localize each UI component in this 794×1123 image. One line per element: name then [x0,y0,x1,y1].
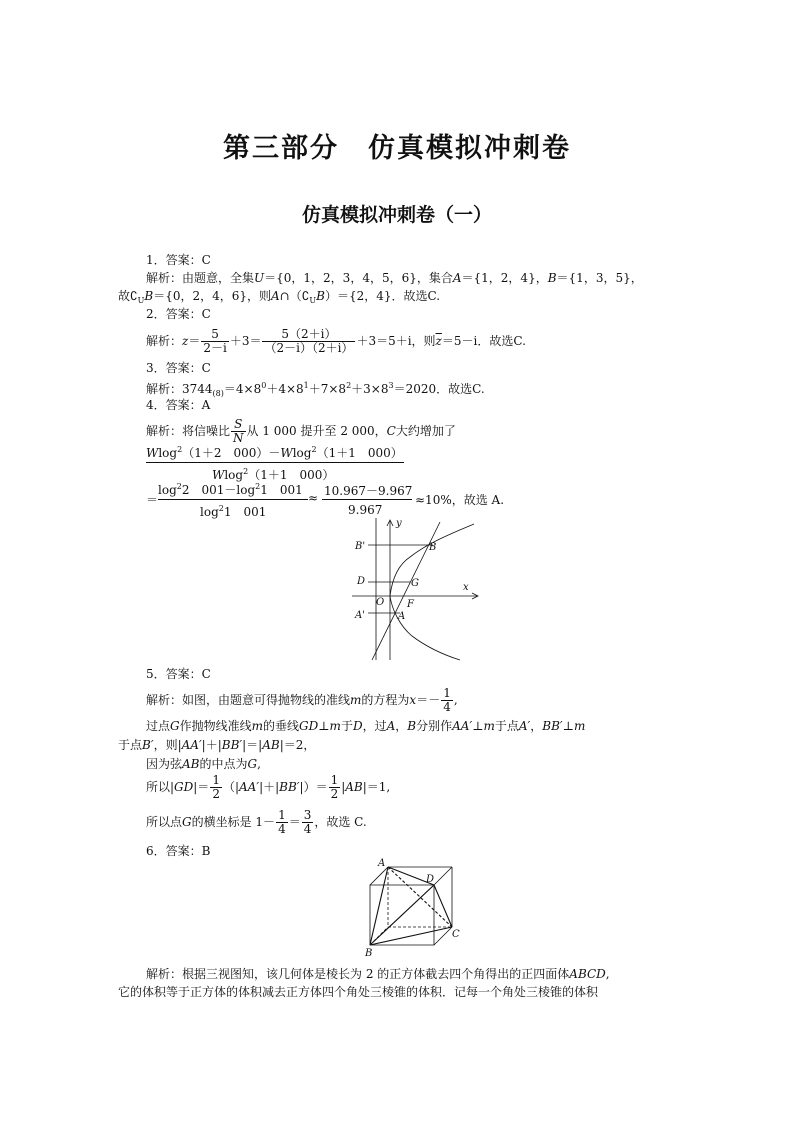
q1-answer: 1．答案：C [146,253,211,267]
parabola-figure [340,510,480,665]
q6-analysis-line1: 解析：根据三视图知，该几何体是棱长为 2 的正方体截去四个角得出的正四面体ABCD, [146,967,610,981]
q5-analysis-line3: 于点B′，则|AA′|＋|BB′|＝|AB|＝2， [118,738,316,752]
q5-analysis-line5: 所以|GD|＝ $\frac{1}{2}$ （|AA′|＋|BB′|）＝ $\frac{1}{2}$ |AB|＝1, [146,773,391,801]
q4-analysis-line1: 解析：将信噪比 $\frac{S}{N}$ 从 1 000 提升至 2 000，C大约增加了 [146,417,456,445]
q3-analysis: 解析：$3744_{(8)}=4\times 8^0+4\times 8^1+7\times 8^2+3\times 8^3=2020$．故选C. [146,381,485,398]
section-subtitle: 仿真模拟冲刺卷（一） [301,204,492,226]
q4-fraction-denominator: Wlog$^2$（1＋1 000） [212,467,335,482]
q4-fraction2-denominator: $\log^21$ 001 [200,504,267,519]
q5-analysis-line1: 解析：如图，由题意可得抛物线的准线m的方程为x＝－ $\frac{1}{4}$ , [146,686,458,714]
q4-answer: 4．答案：A [146,398,211,412]
q4-fraction-bar [146,462,404,463]
cube-tetrahedron-figure [360,855,460,960]
q4-value-numerator: 10.967－9.967 [324,484,413,498]
fig1-label-x: x [463,582,469,593]
q4-value-bar [322,499,412,500]
q4-conclusion: ≈10%，故选 A. [415,493,505,507]
q6-analysis-line2: 它的体积等于正方体的体积减去正方体四个角处三棱锥的体积．记每一个角处三棱锥的体积 [118,985,599,999]
fig1-label-o: O [376,597,385,608]
q3-answer: 3．答案：C [146,361,211,375]
fig1-label-aprime: A' [355,610,365,621]
fig1-label-d: D [357,576,366,587]
q4-fraction2-numerator: $\log^22$ $001-\log^21$ 001 [158,482,303,497]
q4-fraction2-bar [158,499,308,500]
q1-analysis-line1: 解析：由题意，全集U＝{0，1，2，3，4，5，6}，集合A＝{1，2，4}，B＝{1，3，5}， [146,271,643,285]
fig1-label-b: B [429,542,437,553]
fig2-label-a: A [378,858,386,869]
fig1-label-y: y [396,518,402,529]
fig2-label-d: D [426,874,435,885]
fig1-label-f: F [407,599,414,610]
q6-answer: 6．答案：B [146,844,211,858]
q4-eq-sign: ＝ [146,493,159,507]
fig2-label-b: B [365,948,373,959]
fig1-label-g: G [411,578,419,589]
q5-answer: 5．答案：C [146,667,211,681]
q2-answer: 2．答案：C [146,307,211,321]
q1-analysis-line2: 故$∁_UB=\{0$，2，4，6}，则$A\cap(∁_UB)=\{2$，4}．故选C. [118,289,441,305]
fig2-label-c: C [452,929,460,940]
page-title: 第三部分 仿真模拟冲刺卷 [223,133,571,164]
fig1-label-a: A [398,611,406,622]
q4-approx: ≈ [308,491,319,505]
q5-analysis-line4: 因为弦AB的中点为G, [146,757,261,771]
q2-analysis: 解析：z＝ $\frac{5}{2-i}$ ＋3＝ $\frac{5(2+i)}{(2-i)(2+i)}$ ＋3＝5＋i，则$\overline{z}=5-i$．故选C. [146,327,526,355]
fig1-label-bprime: B' [355,541,366,552]
q5-analysis-line6: 所以点G的横坐标是 1－ $\frac{1}{4}$ ＝ $\frac{3}{4}$ ，故选 C. [146,808,367,836]
q4-fraction-numerator: Wlog$^2$（1＋2 000）－Wlog$^2$（1＋1 000） [146,445,403,460]
q4-value-denominator: 9.967 [348,503,383,517]
q5-analysis-line2: 过点G作抛物线准线m的垂线GD⊥m于D，过A，B分别作AA′⊥m于点A′，BB′⊥m [146,719,586,733]
